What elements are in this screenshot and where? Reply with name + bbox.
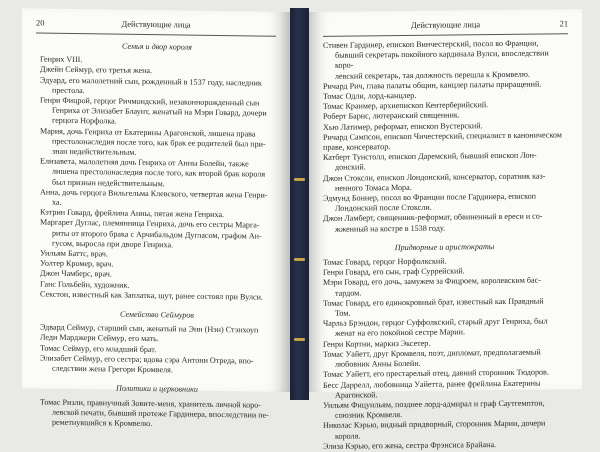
entry-continuation: Генриха от Элизабет Блаунт, женатый на Мэри Говард, дочери	[52, 105, 267, 118]
character-entry	[40, 218, 274, 252]
character-entry	[323, 317, 566, 340]
character-entry	[323, 171, 566, 194]
entry-continuation: лишена престолонаследия после того, как второй брак короля	[52, 167, 266, 180]
character-entry	[323, 398, 566, 421]
section-title: Семья и двор короля	[122, 41, 192, 52]
entry-line: Уолтер Кромер, врач.	[40, 258, 114, 269]
entry-line: Бесс Даррелл, любовница Уайетта, ранее фрейлина Екатерины	[323, 378, 541, 390]
right-page-number: 21	[559, 19, 568, 29]
entry-line: Элизабет Сеймур, его сестра; вдова сэра Антони Отреда, впо-	[40, 353, 254, 366]
entry-line: Елизавета, малолетняя дочь Генриха от Анны Болейн, также	[40, 156, 249, 169]
right-page-header	[323, 19, 568, 36]
character-entry	[323, 130, 566, 153]
character-entry	[323, 276, 566, 299]
entry-line: Джон Стоксли, епископ Лондонский, консерватор, соратник каз-	[323, 171, 546, 183]
entry-continuation: ненного Томаса Мора.	[335, 182, 412, 193]
character-entry	[323, 439, 566, 452]
section-title: Семейство Сеймуров	[120, 309, 194, 320]
character-entry	[40, 157, 274, 191]
entry-line: Джон Ламберт, священник-реформат, обвиненный в ереси и со-	[323, 212, 543, 224]
entry-continuation: левский секретарь, тая должность перешла к Кромвелю.	[335, 69, 530, 81]
entry-continuation: короля.	[335, 430, 361, 441]
character-entry	[40, 397, 274, 431]
entry-line: Томас Одли, лорд-канцлер.	[323, 90, 417, 101]
entry-continuation: бывший секретарь покойного кардинала Вулси, впоследствии коро-	[335, 48, 549, 71]
spine-decoration	[294, 258, 305, 261]
spine-decoration	[294, 338, 305, 341]
entry-line: Секстон, известный как Заплатка, шут, ранее состоял при Вулси.	[40, 289, 263, 302]
entry-line: Томас Ризли, правнучный Зовите-меня, хранитель личной коро-	[40, 397, 261, 410]
entry-continuation: донский.	[335, 162, 366, 173]
spine-decoration	[294, 178, 305, 181]
character-entry	[323, 419, 566, 442]
character-entry	[323, 38, 566, 81]
entry-continuation: левской печати, бывший протеже Гардинера, впоследствии пе-	[52, 407, 269, 420]
entry-continuation: реметнувшийся к Кромвелю.	[52, 417, 153, 428]
entry-line: Стивен Гардинер, епископ Винчестерский, посол во Франции,	[323, 38, 539, 50]
entry-line: Томас Говард, герцог Норфолкский.	[323, 256, 447, 267]
left-page	[22, 8, 290, 428]
entry-line: Генрих VIII.	[40, 54, 83, 65]
entry-line: Эдвард Сеймур, старший сын, женатый на Энн (Нэн) Стэнхоуп	[40, 322, 259, 335]
entry-line: Ричард Рич, глава палаты общин, канцлер палаты приращений.	[323, 79, 542, 91]
entry-continuation: герцога Норфолка.	[52, 116, 117, 127]
entry-line: Томас Говард, его единокровный брат, известный как Правдный	[323, 296, 544, 308]
entry-continuation: Том.	[335, 308, 351, 318]
character-entry	[323, 151, 566, 174]
book-spine	[290, 8, 309, 400]
entry-line: Роберт Барнс, лютеранский священник.	[323, 110, 460, 122]
entry-line: Ричард Сампсон, епископ Чичестерский, специалист в каноническом праве, консерватор.	[323, 130, 562, 152]
entry-continuation: тардом.	[335, 288, 362, 298]
entry-continuation: жженный на костре в 1538 году.	[335, 223, 446, 234]
character-entry	[40, 353, 274, 377]
entry-line: Леди Марджери Сеймур, его мать.	[40, 332, 159, 344]
character-entry	[323, 347, 566, 370]
entry-line: Эдмунд Боннер, посол во Франции после Гардинера, епископ	[323, 191, 536, 203]
entry-continuation: престола.	[52, 85, 85, 95]
entry-line: Мария, дочь Генриха от Екатерины Арагонской, лишена права	[40, 126, 256, 139]
right-running-title: Действующие лица	[410, 20, 481, 30]
entry-line: Ганс Гольбейн, художник.	[40, 279, 130, 290]
section-title: Политики и церковники	[116, 383, 198, 395]
entry-continuation: Арагонской.	[335, 389, 378, 400]
entry-line: Анна, дочь герцога Вильгельма Клевского, четвертая жена Генри-	[40, 187, 268, 200]
character-entry	[323, 212, 566, 235]
entry-line: Кэтрин Говард, фрейлина Анны, пятая жена Генриха.	[40, 207, 225, 220]
character-entry	[323, 378, 566, 401]
entry-line: Генри Говард, его сын, граф Суррейский.	[323, 266, 465, 278]
right-page-content	[309, 34, 582, 452]
entry-line: Катберт Тунстолл, епископ Даремский, бывший епископ Лон-	[323, 150, 537, 163]
entry-line: Томас Сеймур, его младший брат.	[40, 343, 157, 354]
left-page-content	[22, 33, 290, 431]
entry-line: Николас Кэрью, видный придворный, сторонник Марии, дочери	[323, 418, 546, 431]
left-page-number: 20	[36, 18, 45, 28]
entry-continuation: союзник Кромвеля.	[335, 410, 403, 420]
entry-line: Хью Латимер, реформат, епископ Вустерский.	[323, 120, 483, 132]
entry-continuation: был признан недействительным.	[52, 177, 165, 188]
entry-line: Томас Кранмер, архиепископ Кентерберийский.	[323, 100, 489, 112]
entry-continuation: следствии жена Грегори Кромвеля.	[52, 363, 173, 375]
entry-line: Уильям Фицуильям, позднее лорд-адмирал и граф Саутгемптон,	[323, 398, 545, 410]
left-running-title: Действующие лица	[121, 19, 191, 30]
entry-line: Джейн Сеймур, его третья жена.	[40, 64, 153, 76]
entry-continuation: знан недействительным.	[52, 146, 137, 157]
book-spread	[22, 12, 582, 451]
entry-continuation: риты от второго брака с Арчибальдом Дугласом, графом Ан-	[52, 228, 262, 241]
right-page	[309, 9, 582, 451]
entry-line: Элиза Кэрью, его жена, сестра Фрэнсиса Брайана.	[323, 439, 497, 451]
entry-line: Маргарет Дуглас, племянница Генриха, дочь его сестры Марга-	[40, 217, 260, 231]
entry-line: Чарльз Брэндон, герцог Суффолкский, старый друг Генриха, был	[323, 316, 548, 329]
entry-line: Уильям Баттс, врач.	[40, 248, 109, 259]
entry-continuation: Лондонский после Стоксли.	[335, 202, 432, 213]
entry-continuation: любовник Анны Болейн.	[335, 358, 421, 369]
entry-continuation: женат на его покойной сестре Марии.	[335, 327, 465, 339]
entry-line: Генри Кортни, маркиз Эксетер.	[323, 338, 431, 349]
entry-continuation: ха.	[52, 197, 62, 207]
entry-line: Томас Уайетт, его престарелый отец, давний сторонник Тюдоров.	[323, 367, 549, 380]
section-title: Придворные и аристократы	[394, 241, 495, 252]
entry-continuation: престолонаследия после того, как брак ее родителей был при-	[52, 136, 266, 149]
character-entry	[40, 126, 274, 160]
entry-line: Генри Фицрой, герцог Ричмондский, незаконнорожденный сын	[40, 95, 260, 108]
character-entry	[323, 191, 566, 214]
character-entry	[40, 96, 274, 130]
entry-line: Джон Чамберс, врач.	[40, 268, 112, 279]
entry-line: Томас Уайетт, друг Кромвеля, поэт, дипломат, предполагаемый	[323, 347, 541, 359]
entry-line: Мэри Говард, его дочь, замужем за Фицроем, королевским бас-	[323, 276, 541, 288]
entry-continuation: гусом, выросла при дворе Генриха.	[52, 238, 174, 250]
entry-line: Эдуард, его малолетний сын, рожденный в 1537 году, наследник	[40, 75, 262, 88]
character-entry	[323, 296, 566, 319]
